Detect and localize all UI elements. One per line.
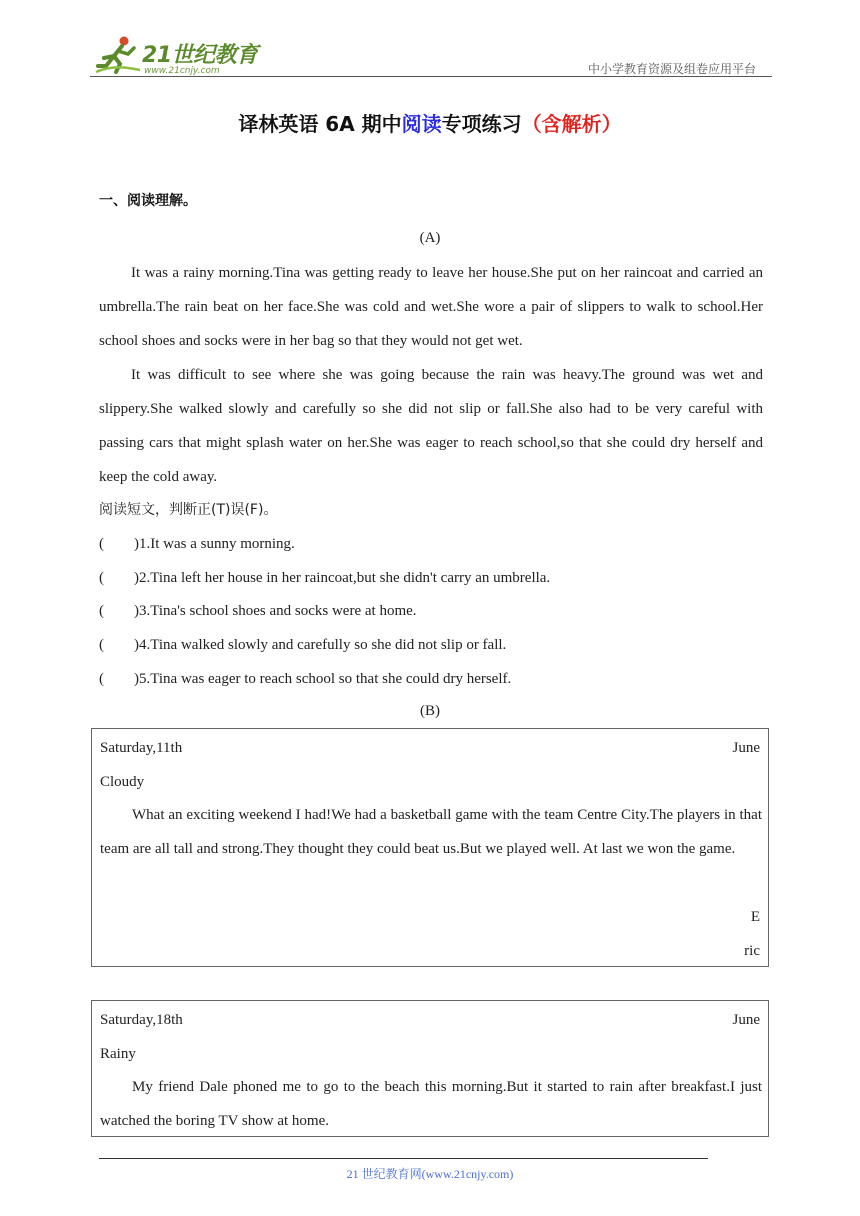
question-3: ( )3.Tina's school shoes and socks were at home. [99, 603, 417, 619]
question-4: ( )4.Tina walked slowly and carefully so she did not slip or fall. [99, 637, 507, 653]
page-header [90, 30, 772, 80]
question-5: ( )5.Tina was eager to reach school so that she could dry herself. [99, 671, 512, 687]
title-part-4: （含解析） [521, 112, 622, 136]
diary-body: What an exciting weekend I had!We had a basketball game with the team Centre City.The players in that team are all tall and strong.They thought they could beat us.But we played well. At last we won the game. [100, 807, 762, 857]
section-heading: 一、阅读理解。 [99, 193, 197, 209]
passage-a-paragraph-1: It was a rainy morning.Tina was getting ready to leave her house.She put on her raincoat and carried an umbrella.The rain beat on her face.She was cold and wet.She wore a pair of slippers to walk to school.Her school shoes and socks were in her bag so that they would not get wet. [99, 265, 763, 349]
title-part-2: 阅读 [401, 112, 442, 136]
passage-a-label: (A) [419, 230, 441, 246]
passage-b-label: (B) [420, 703, 440, 719]
page-footer: 21 世纪教育网(www.21cnjy.com) [346, 1167, 514, 1181]
logo-url: www.21cnjy.com [144, 66, 220, 76]
title-part-3: 专项练习 [441, 112, 522, 136]
logo-text: 21世纪教育 [142, 43, 258, 68]
instruction: 阅读短文，判断正(T)误(F)。 [99, 502, 278, 518]
header-divider [90, 76, 772, 77]
diary-signature-line-2: ric [744, 943, 760, 959]
diary-month: June [732, 740, 760, 756]
footer-divider [99, 1158, 708, 1159]
platform-name: 中小学教育资源及组卷应用平台 [587, 62, 756, 76]
question-1: ( )1.It was a sunny morning. [99, 536, 295, 552]
diary-date: Saturday,11th [100, 740, 183, 756]
diary-weather: Cloudy [100, 774, 145, 790]
page-title [0, 108, 860, 137]
title-part-1: 译林英语 6A 期中 [238, 112, 402, 136]
diary-entry-1 [91, 728, 769, 967]
diary-signature-line-1: E [750, 909, 760, 925]
diary-month: June [732, 1012, 760, 1028]
question-2: ( )2.Tina left her house in her raincoat,but she didn't carry an umbrella. [99, 570, 551, 586]
diary-entry-2 [91, 1000, 769, 1137]
diary-body: My friend Dale phoned me to go to the beach this morning.But it started to rain after breakfast.I just watched the boring TV show at home. [100, 1079, 762, 1129]
diary-date: Saturday,18th [100, 1012, 183, 1028]
passage-a-paragraph-2: It was difficult to see where she was going because the rain was heavy.The ground was wet and slippery.She walked slowly and carefully so she did not slip or fall.She also had to be very careful with passing cars that might splash water on her.She was eager to reach school,so that she could dry herself and keep the cold away. [99, 367, 763, 485]
runner-logo-icon [94, 34, 144, 76]
site-logo [94, 34, 264, 76]
diary-weather: Rainy [100, 1046, 136, 1062]
